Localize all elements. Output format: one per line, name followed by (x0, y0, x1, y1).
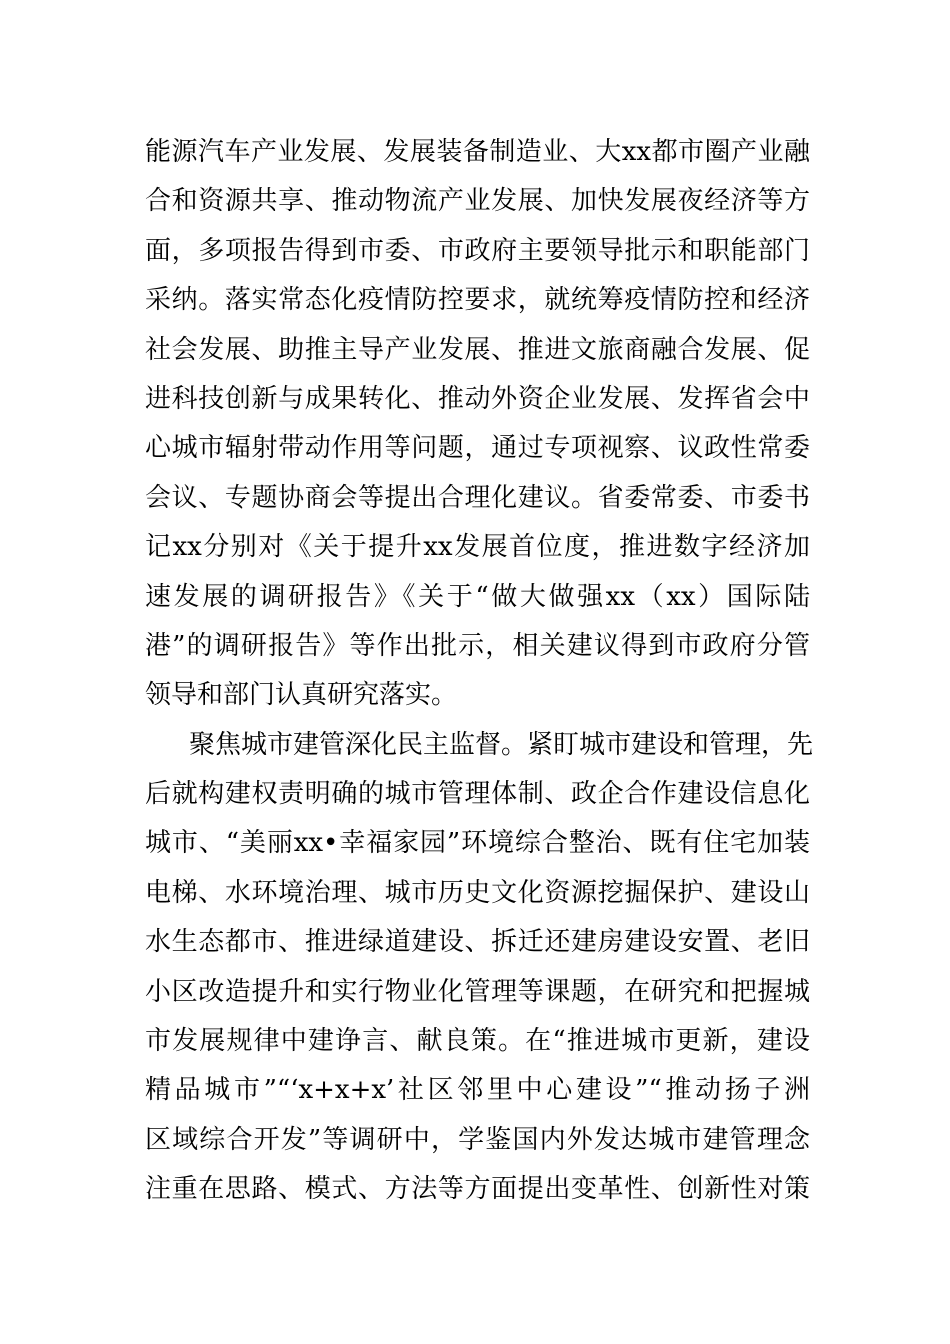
text-line: 水生态都市、推进绿道建设、拆迁还建房建设安置、老旧 (145, 927, 810, 958)
text-line: 面，多项报告得到市委、市政府主要领导批示和职能部门 (145, 235, 810, 266)
text-line: 精品城市”“‘x+x+x’社区邻里中心建设”“推动扬子洲 (145, 1075, 810, 1106)
text-line: 记xx分别对《关于提升xx发展首位度，推进数字经济加 (145, 532, 810, 563)
text-line: 采纳。落实常态化疫情防控要求，就统筹疫情防控和经济 (145, 285, 810, 316)
text-line: 后就构建权责明确的城市管理体制、政企合作建设信息化 (145, 779, 810, 810)
text-line: 心城市辐射带动作用等问题，通过专项视察、议政性常委 (145, 433, 810, 464)
text-line: 社会发展、助推主导产业发展、推进文旅商融合发展、促 (145, 334, 810, 365)
text-line: 速发展的调研报告》《关于“做大做强xx（xx）国际陆 (145, 581, 810, 612)
text-line: 会议、专题协商会等提出合理化建议。省委常委、市委书 (145, 482, 810, 513)
text-line: 合和资源共享、推动物流产业发展、加快发展夜经济等方 (145, 186, 810, 217)
text-line: 领导和部门认真研究落实。 (145, 680, 458, 711)
text-line: 电梯、水环境治理、城市历史文化资源挖掘保护、建设山 (145, 877, 810, 908)
text-line: 城市、“美丽xx•幸福家园”环境综合整治、既有住宅加装 (145, 828, 810, 859)
text-line: 区域综合开发”等调研中，学鉴国内外发达城市建管理念 (145, 1124, 810, 1155)
text-line: 注重在思路、模式、方法等方面提出变革性、创新性对策 (145, 1174, 810, 1205)
text-line: 小区改造提升和实行物业化管理等课题，在研究和把握城 (145, 976, 810, 1007)
text-line: 聚焦城市建管深化民主监督。紧盯城市建设和管理，先 (189, 729, 814, 760)
text-line: 市发展规律中建诤言、献良策。在“推进城市更新，建设 (145, 1026, 810, 1057)
paragraph-urban-management (145, 721, 814, 1215)
text-line: 港”的调研报告》等作出批示，相关建议得到市政府分管 (145, 630, 810, 661)
paragraph-economy (145, 128, 810, 721)
body-text (145, 128, 814, 1215)
text-line: 能源汽车产业发展、发展装备制造业、大xx都市圈产业融 (145, 137, 810, 167)
text-line: 进科技创新与成果转化、推动外资企业发展、发挥省会中 (145, 383, 810, 414)
